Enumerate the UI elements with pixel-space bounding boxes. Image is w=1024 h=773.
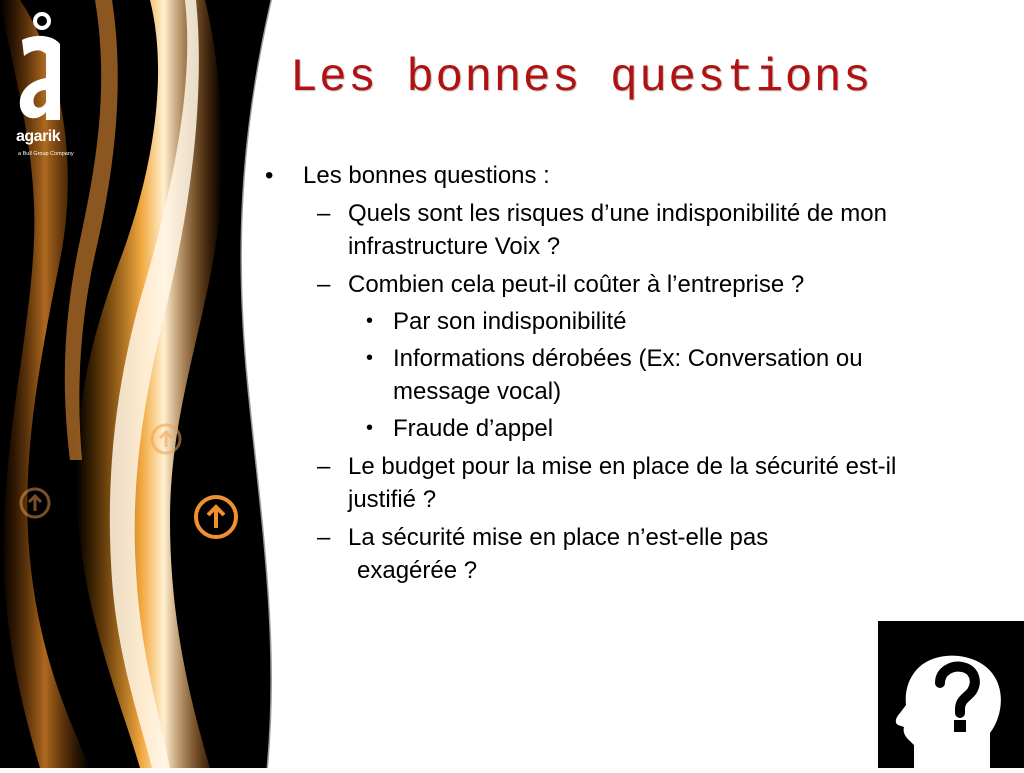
slide-content: [262, 155, 1002, 587]
sub-sub-item: [262, 342, 953, 408]
sub-item-text: La sécurité mise en place n’est-elle pas: [348, 524, 769, 551]
logo-brand-text: agarik: [16, 128, 61, 145]
bullet-marker: •: [265, 162, 274, 189]
sub-item: [262, 450, 928, 516]
sub-item-text: Quels sont les risques d’une indisponibilité de mon infrastructure Voix ?: [348, 200, 887, 260]
sub-item-continuation: exagérée ?: [357, 557, 478, 584]
sub-item: [262, 521, 928, 554]
sub-item-text: Le budget pour la mise en place de la sécurité est-il justifié ?: [348, 453, 897, 513]
sub-sub-item-text: Par son indisponibilité: [393, 308, 627, 335]
sub-item: [262, 268, 928, 301]
bullet-marker: •: [366, 417, 374, 439]
sub-sub-item: [262, 305, 953, 338]
sub-sub-item: [262, 412, 953, 445]
slide-title: Les bonnes questions: [290, 52, 873, 104]
question-image: [878, 621, 1024, 768]
dash-marker: –: [317, 524, 331, 551]
sub-sub-item-text: Informations dérobées (Ex: Conversation ou message vocal): [393, 345, 863, 405]
sub-sub-item-text: Fraude d’appel: [393, 415, 554, 442]
bullet-item: [262, 159, 1002, 192]
head-question-icon: [878, 621, 1024, 768]
bullet-text: Les bonnes questions :: [303, 162, 550, 189]
sub-item: [262, 197, 928, 263]
logo-subtitle: a Bull Group Company: [18, 151, 74, 157]
bullet-marker: •: [366, 310, 374, 332]
agarik-logo-icon: [14, 10, 70, 126]
sub-item-text: Combien cela peut-il coûter à l’entreprise ?: [348, 271, 805, 298]
dash-marker: –: [317, 271, 331, 298]
bullet-marker: •: [366, 347, 374, 369]
dash-marker: –: [317, 453, 331, 480]
dash-marker: –: [317, 200, 331, 227]
